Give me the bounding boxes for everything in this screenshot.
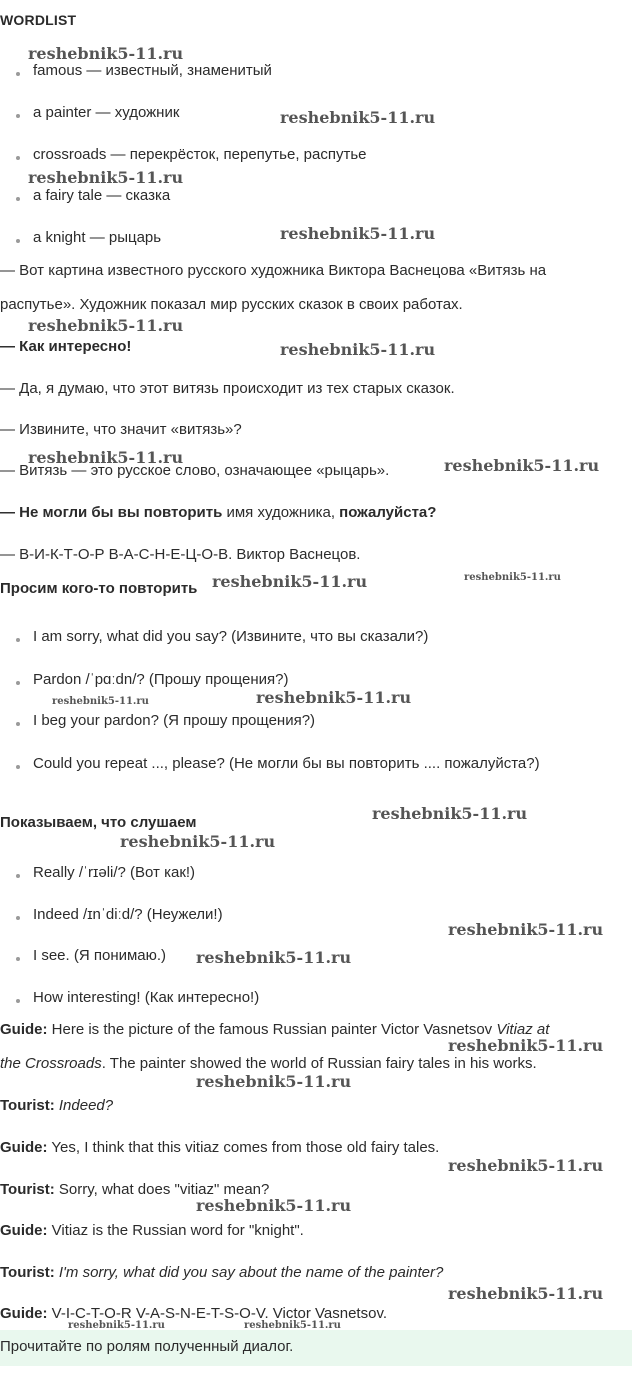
watermark: reshebnik5-11.ru <box>256 688 412 707</box>
phrase-item: Could you repeat ..., please? (Не могли бы вы повторить .... пожалуйста?) <box>33 755 540 772</box>
dialogue-ru-line: — Да, я думаю, что этот витязь происходит из тех старых сказок. <box>0 380 455 397</box>
watermark: reshebnik5-11.ru <box>120 832 276 851</box>
dialogue-ru-line: — Не могли бы вы повторить имя художника, пожалуйста? <box>0 504 437 521</box>
watermark: reshebnik5-11.ru <box>448 1156 604 1175</box>
bullet-icon <box>16 681 20 685</box>
phrase-item: I am sorry, what did you say? (Извините, что вы сказали?) <box>33 628 429 645</box>
watermark: reshebnik5-11.ru <box>28 316 184 335</box>
watermark: reshebnik5-11.ru <box>444 456 600 475</box>
dialogue-en-line: Guide: Yes, I think that this vitiaz comes from those old fairy tales. <box>0 1139 440 1156</box>
bullet-icon <box>16 72 20 76</box>
watermark: reshebnik5-11.ru <box>196 948 352 967</box>
asking-heading: Просим кого-то повторить <box>0 580 198 597</box>
listening-heading: Показываем, что слушаем <box>0 814 197 831</box>
watermark: reshebnik5-11.ru <box>280 224 436 243</box>
watermark: reshebnik5-11.ru <box>196 1072 352 1091</box>
phrase-item: Pardon /ˈpɑːdn/? (Прошу прощения?) <box>33 671 289 688</box>
dialogue-ru-line: — Витязь — это русское слово, означающее «рыцарь». <box>0 462 390 479</box>
dialogue-ru-line: — В-И-К-Т-О-Р В-А-С-Н-Е-Ц-О-В. Виктор Васнецов. <box>0 546 361 563</box>
bullet-icon <box>16 957 20 961</box>
phrase-item: How interesting! (Как интересно!) <box>33 989 260 1006</box>
phrase-item: I beg your pardon? (Я прошу прощения?) <box>33 712 316 729</box>
task-text: Прочитайте по ролям полученный диалог. <box>0 1338 294 1355</box>
bullet-icon <box>16 197 20 201</box>
watermark: reshebnik5-11.ru <box>244 1320 341 1331</box>
watermark: reshebnik5-11.ru <box>280 340 436 359</box>
watermark: reshebnik5-11.ru <box>28 44 184 63</box>
bullet-icon <box>16 765 20 769</box>
wordlist-item: a painter — художник <box>33 104 180 121</box>
wordlist-item: crossroads — перекрёсток, перепутье, распутье <box>33 146 367 163</box>
phrase-item: Indeed /ɪnˈdiːd/? (Неужели!) <box>33 906 223 923</box>
dialogue-ru-line: распутье». Художник показал мир русских сказок в своих работах. <box>0 296 463 313</box>
bullet-icon <box>16 916 20 920</box>
bullet-icon <box>16 874 20 878</box>
watermark: reshebnik5-11.ru <box>68 1320 165 1331</box>
dialogue-en-line: Guide: Vitiaz is the Russian word for "knight". <box>0 1222 304 1239</box>
bullet-icon <box>16 722 20 726</box>
dialogue-ru-line: — Как интересно! <box>0 338 132 355</box>
dialogue-en-line: Guide: V-I-C-T-O-R V-A-S-N-E-T-S-O-V. Victor Vasnetsov. <box>0 1305 387 1322</box>
dialogue-ru-line: — Извините, что значит «витязь»? <box>0 421 242 438</box>
dialogue-ru-line: — Вот картина известного русского художника Виктора Васнецова «Витязь на <box>0 262 547 279</box>
dialogue-en-line: Tourist: Sorry, what does "vitiaz" mean? <box>0 1181 270 1198</box>
watermark: reshebnik5-11.ru <box>448 920 604 939</box>
watermark: reshebnik5-11.ru <box>196 1196 352 1215</box>
dialogue-en-line: Tourist: I'm sorry, what did you say about the name of the painter? <box>0 1264 444 1281</box>
wordlist-item: a knight — рыцарь <box>33 229 162 246</box>
bullet-icon <box>16 999 20 1003</box>
watermark: reshebnik5-11.ru <box>448 1284 604 1303</box>
phrase-item: I see. (Я понимаю.) <box>33 947 167 964</box>
watermark: reshebnik5-11.ru <box>28 168 184 187</box>
watermark: reshebnik5-11.ru <box>280 108 436 127</box>
bullet-icon <box>16 239 20 243</box>
watermark: reshebnik5-11.ru <box>28 448 184 467</box>
phrase-item: Really /ˈrɪəli/? (Вот как!) <box>33 864 196 881</box>
watermark: reshebnik5-11.ru <box>52 696 149 707</box>
dialogue-en-line: the Crossroads. The painter showed the world of Russian fairy tales in his works. <box>0 1055 537 1072</box>
wordlist-item: famous — известный, знаменитый <box>33 62 272 79</box>
dialogue-en-line: Tourist: Indeed? <box>0 1097 114 1114</box>
wordlist-item: a fairy tale — сказка <box>33 187 171 204</box>
wordlist-heading: WORDLIST <box>0 12 77 28</box>
bullet-icon <box>16 156 20 160</box>
task-callout <box>0 1330 632 1366</box>
bullet-icon <box>16 638 20 642</box>
bullet-icon <box>16 114 20 118</box>
watermark: reshebnik5-11.ru <box>464 572 561 583</box>
watermark: reshebnik5-11.ru <box>448 1036 604 1055</box>
watermark: reshebnik5-11.ru <box>372 804 528 823</box>
watermark: reshebnik5-11.ru <box>212 572 368 591</box>
dialogue-en-line: Guide: Here is the picture of the famous Russian painter Victor Vasnetsov Vitiaz at <box>0 1021 550 1038</box>
